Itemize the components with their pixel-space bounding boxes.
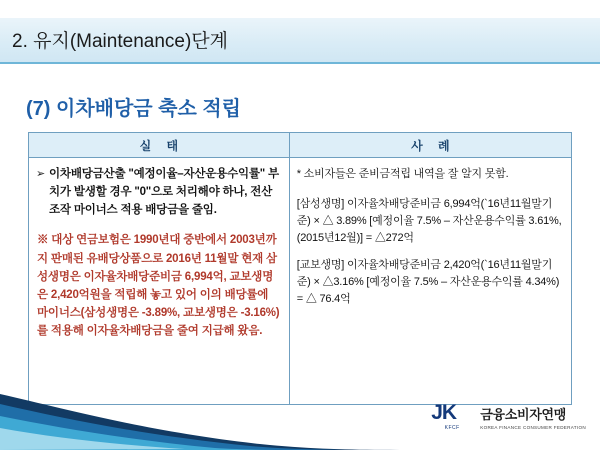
column-header-case: 사 례 <box>289 133 571 158</box>
case-kyobo-text: [교보생명] 이자율차배당준비금 2,420억(`16년11월말기준) × △3.16% [예정이율 7.5% – 자산운용수익률 4.34%) = △ 76.4억 <box>296 258 560 305</box>
bullet-arrow-icon: ➢ <box>36 168 46 180</box>
status-bullet-text: 이차배당금산출 "예정이율–자산운용수익률" 부치가 발생할 경우 "0"으로 처리해야 하나, 전산조작 마이너스 적용 배당금을 줄임. <box>49 168 279 216</box>
column-header-status: 실 태 <box>29 133 290 158</box>
logo-text-block <box>480 408 586 429</box>
cell-status <box>29 158 290 405</box>
title-underline <box>0 62 600 64</box>
case-samsung-text: [삼성생명] 이자율차배당준비금 6,994억(`16년11월말기준) × △ 3.89% [예정이율 7.5% – 자산운용수익률 3.61%, (2015년12월)] = △272억 <box>296 198 562 245</box>
kfcf-logo-icon <box>431 402 473 436</box>
table-row <box>29 158 572 405</box>
status-note-text: ※ 대상 연금보험은 1990년대 중반에서 2003년까지 판매된 유배당상품으로 2016년 11월말 현재 삼성생명은 이자율차배당준비금 6,994억, 교보생명은 2,420억원을 적립해 놓고 있어 이의 배당률에 마이너스(삼성생명은 -3.89%, 교보생명은 -3.16%)를 적용해 이자율차배당금을 줄여 지급해 왔음. <box>37 234 280 338</box>
slide-title-bar <box>0 18 600 64</box>
section-subheading: (7) 이차배당금 축소 적립 <box>26 98 241 120</box>
content-table <box>28 132 572 405</box>
logo-monogram: JK <box>431 401 457 424</box>
footer-logo <box>431 402 586 436</box>
page-title: 2. 유지(Maintenance)단계 <box>12 31 228 52</box>
org-name-korean: 금융소비자연맹 <box>480 407 567 423</box>
status-bullet-item <box>36 166 282 219</box>
logo-monogram-sub: KFCF <box>444 425 460 431</box>
org-name-english: KOREA FINANCE CONSUMER FEDERATION <box>480 424 586 430</box>
cell-case <box>289 158 571 405</box>
table-header-row <box>29 133 572 158</box>
case-intro-text: * 소비자들은 준비금적립 내역을 잘 알지 못함. <box>296 168 509 180</box>
